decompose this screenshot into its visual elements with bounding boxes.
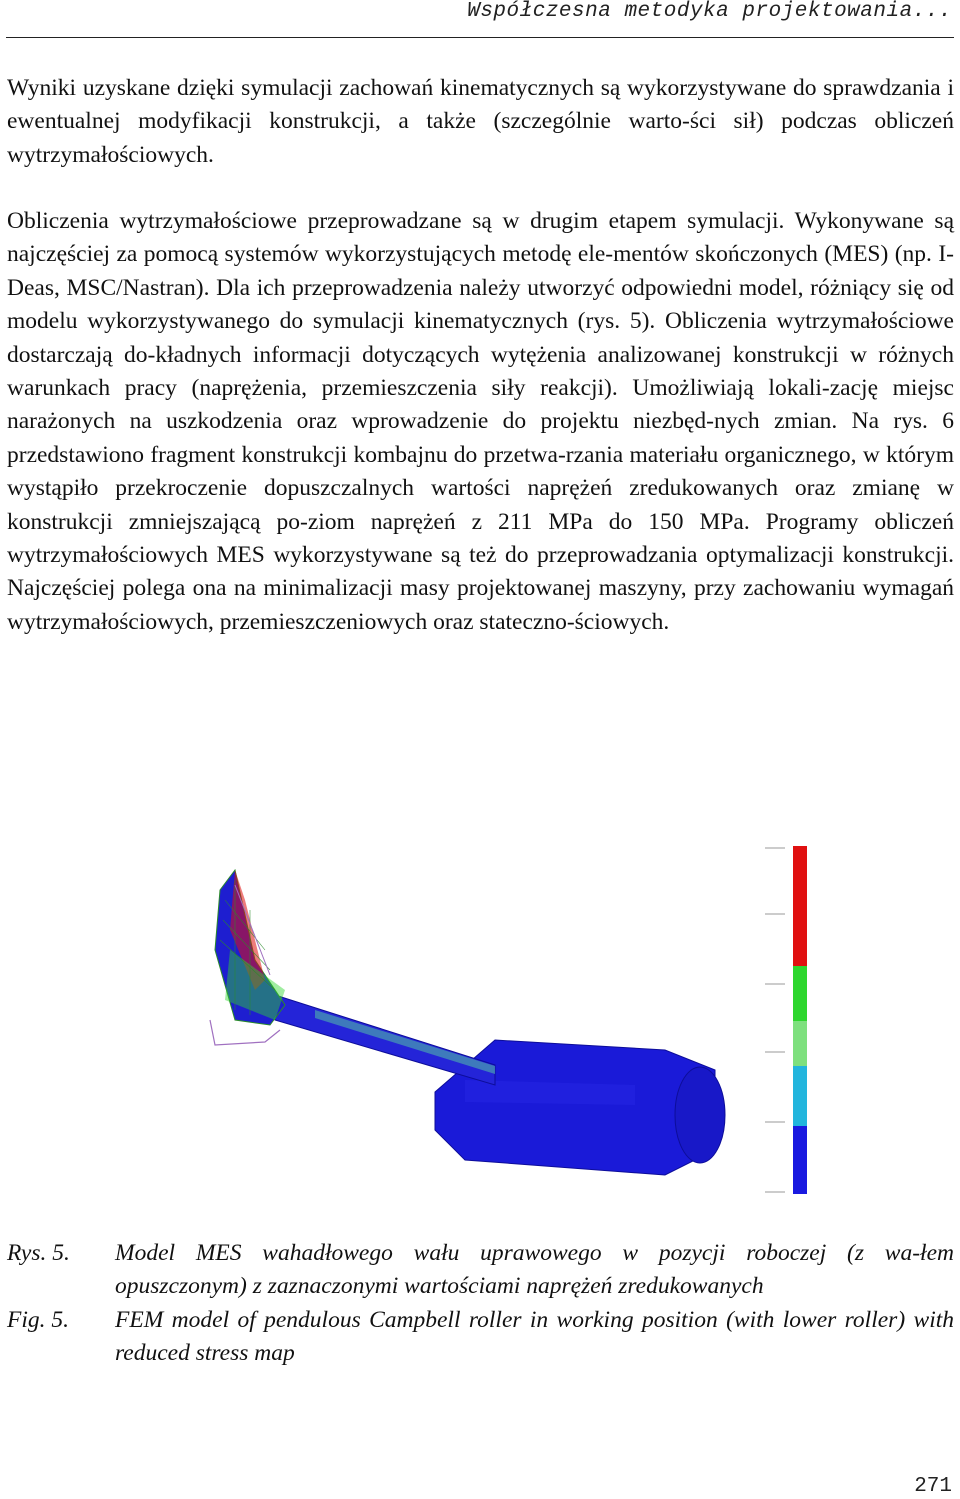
paragraph-1: Wyniki uzyskane dzięki symulacji zachowań kinematycznych są wykorzystywane do sprawdzania i ewentualnej modyfikacji konstrukcji, a także (szczególnie warto-ści sił) podczas obliczeń wytrzymałościowych.: [7, 75, 954, 168]
header-rule: [6, 37, 954, 38]
scale-segment-blue: [793, 1126, 807, 1194]
fem-model-illustration: [195, 830, 815, 1210]
scale-segment-red: [793, 846, 807, 966]
caption-label-polish: Rys. 5.: [7, 1240, 70, 1266]
scale-segment-cyan: [793, 1066, 807, 1126]
running-header: Współczesna metodyka projektowania...: [467, 0, 952, 23]
arm-beam: [275, 995, 495, 1085]
paragraph-2: Obliczenia wytrzymałościowe przeprowadzane są w drugim etapem symulacji. Wykonywane są najczęściej za pomocą systemów wykorzystujących metodę ele-mentów skończonych (MES) (np. I-Deas, MSC/Nastran). Dla ich przeprowadzenia należy utworzyć odpowiedni model, różniący się od modelu wykorzystywanego do symulacji kinematycznych (rys. 5). Obliczenia wytrzymałościowe dostarczają do-kładnych informacji dotyczących wytężenia analizowanej konstrukcji w różnych warunkach pracy (naprężenia, przemieszczenia siły reakcji). Umożliwiają lokali-zację miejsc narażonych na uszkodzenia oraz wprowadzenie do projektu niezbęd-nych zmian. Na rys. 6 przedstawiono fragment konstrukcji kombajnu do przetwa-rzania materiału organicznego, w którym wystąpiło przekroczenie dopuszczalnych wartości naprężeń zredukowanych oraz zmianę w konstrukcji zmniejszającą po-ziom naprężeń z 211 MPa do 150 MPa. Programy obliczeń wytrzymałościowych MES wykorzystywane są też do przeprowadzania optymalizacji konstrukcji. Najczęściej polega ona na minimalizacji masy projektowanej maszyny, przy zachowaniu wymagań wytrzymałościowych, przemieszczeniowych oraz stateczno-ściowych.: [7, 208, 954, 635]
caption-label-english: Fig. 5.: [7, 1307, 70, 1333]
scale-segment-green: [793, 966, 807, 1021]
caption-text-english: FEM model of pendulous Campbell roller in working position (with lower roller) with reduced stress map: [115, 1307, 954, 1367]
stress-color-scale: [765, 846, 807, 1194]
page-number: 271: [914, 1475, 952, 1498]
frame-tower: [210, 870, 285, 1045]
caption-text-polish: Model MES wahadłowego wału uprawowego w pozycji roboczej (z wa-łem opuszczonym) z zaznaczonymi wartościami naprężeń zredukowanych: [115, 1240, 954, 1300]
fem-model-figure: [195, 830, 815, 1210]
scale-segment-lightgreen: [793, 1021, 807, 1066]
